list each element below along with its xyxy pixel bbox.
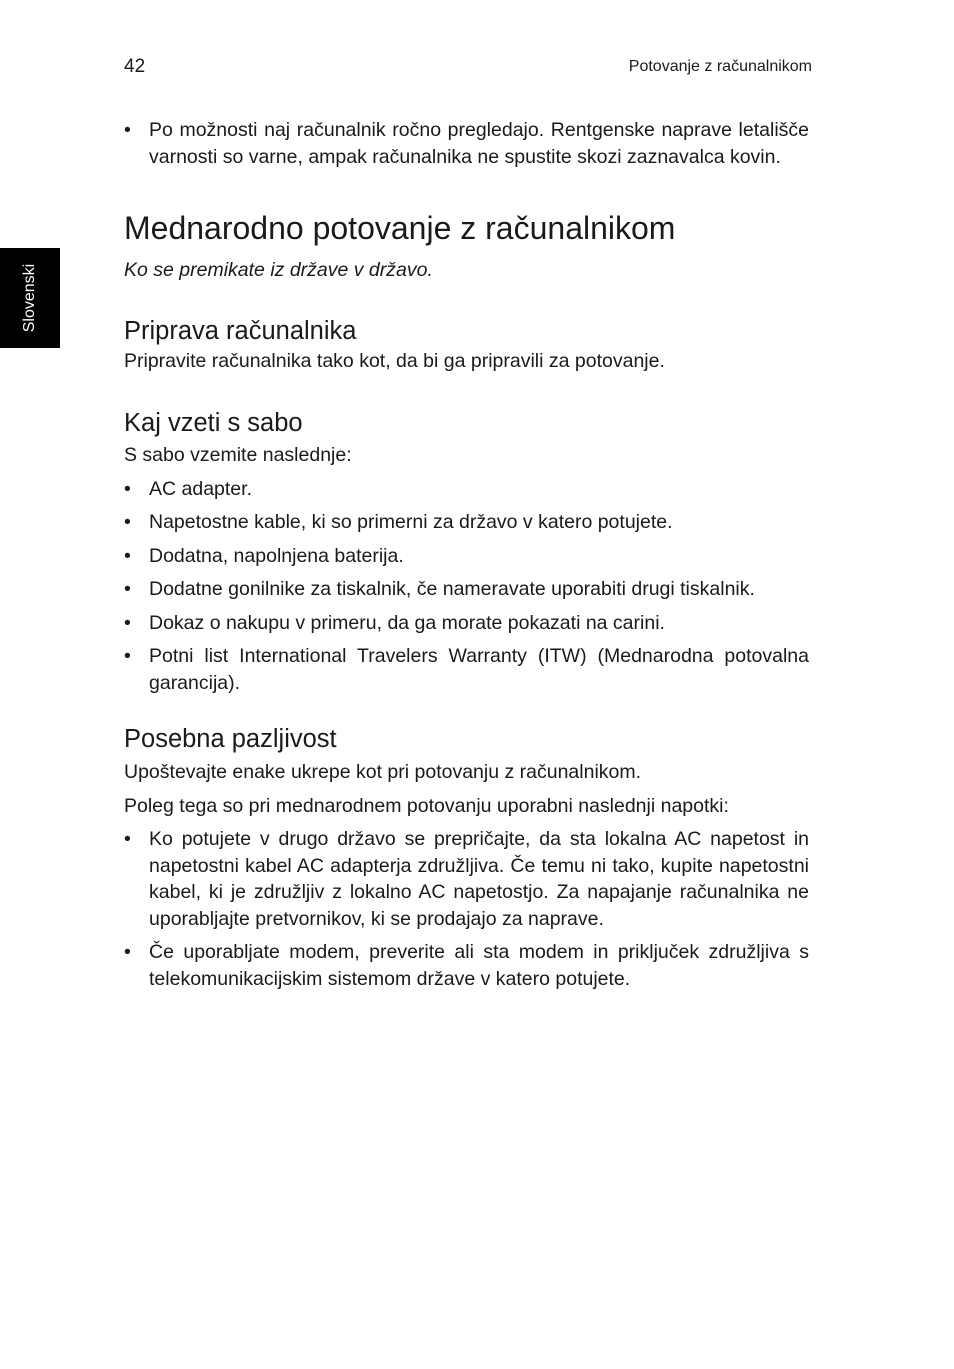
- running-header: Potovanje z računalnikom: [628, 58, 812, 75]
- posebna-para-1: Upoštevajte enake ukrepe kot pri potovanju z računalnikom.: [124, 761, 642, 783]
- heading-priprava: Priprava računalnika: [124, 316, 357, 345]
- list-item: • Dodatne gonilnike za tiskalnik, če nameravate uporabiti drugi tiskalnik.: [124, 578, 755, 600]
- bullet-symbol: •: [124, 119, 131, 141]
- priprava-text: Pripravite računalnika tako kot, da bi ga pripravili za potovanje.: [124, 349, 665, 372]
- language-side-tab: [0, 248, 60, 348]
- section-subtitle: Ko se premikate iz države v državo.: [124, 259, 433, 281]
- list-item: • Napetostne kable, ki so primerni za državo v katero potujete.: [124, 511, 673, 533]
- list-item: • Če uporabljate modem, preverite ali sta modem in priključek združljiva s telekomunikacijskim sistemom države v katero potujete.: [124, 941, 809, 990]
- list-item: • Po možnosti naj računalnik ročno pregledajo. Rentgenske naprave letališče varnosti so varne, ampak računalnika ne spustite skozi zaznavalca kovin.: [124, 119, 809, 168]
- language-tab-label: Slovenski: [21, 263, 39, 333]
- page-content: [124, 117, 809, 999]
- intro-bullet-list: [124, 117, 809, 170]
- list-item: • Ko potujete v drugo državo se prepričajte, da sta lokalna AC napetost in napetostni kabel AC adapterja združljiva. Če temu ni tako, kupite napetostni kabel, ki je združljiv z lokalno AC napetostjo. Za napajanje računalnika ne uporabljajte pretvornikov, ki se prodajajo za naprave.: [124, 828, 809, 930]
- heading-kaj-vzeti: Kaj vzeti s sabo: [124, 409, 303, 437]
- kaj-vzeti-list: [124, 476, 809, 697]
- list-item: • Potni list International Travelers Warranty (ITW) (Mednarodna potovalna garancija).: [124, 645, 809, 694]
- kaj-vzeti-intro: S sabo vzemite naslednje:: [124, 444, 352, 466]
- posebna-list: [124, 826, 809, 992]
- section-title: Mednarodno potovanje z računalnikom: [124, 210, 676, 246]
- list-item: • Dokaz o nakupu v primeru, da ga morate pokazati na carini.: [124, 611, 665, 634]
- list-item: • Dodatna, napolnjena baterija.: [124, 544, 404, 567]
- page-number: 42: [124, 56, 146, 77]
- posebna-para-2: Poleg tega so pri mednarodnem potovanju uporabni naslednji napotki:: [124, 794, 729, 817]
- heading-posebna: Posebna pazljivost: [124, 725, 337, 753]
- list-item: • AC adapter.: [124, 477, 252, 500]
